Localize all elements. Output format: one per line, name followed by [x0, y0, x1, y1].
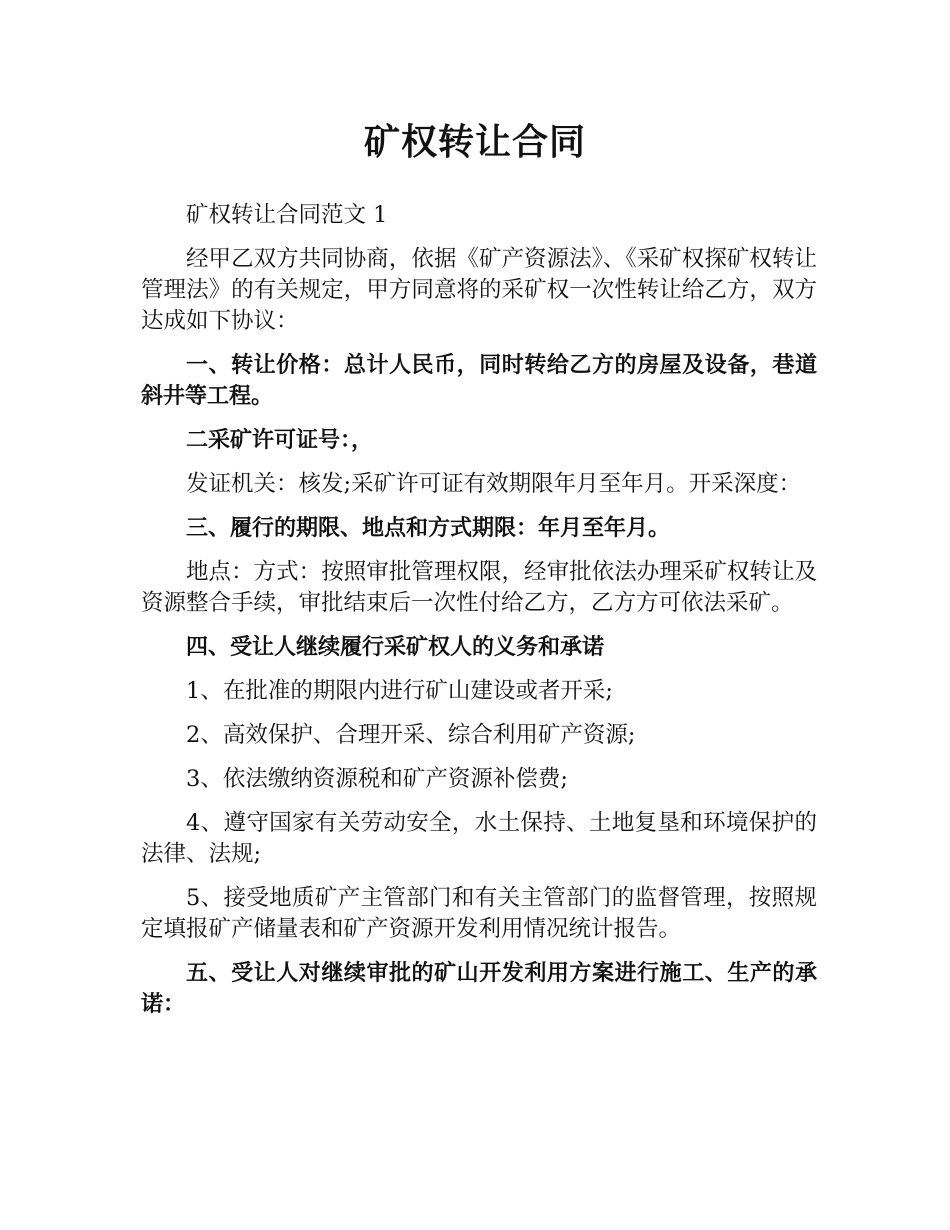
section-heading-license-number: 二采矿许可证号：， [186, 428, 374, 453]
list-item-obligation-4: 4、遵守国家有关劳动安全，水土保持、土地复垦和环境保护的法律、法规; [141, 810, 817, 867]
document-body [141, 200, 817, 1033]
section-heading-term: 三、履行的期限、地点和方式期限：年月至年月。 [186, 516, 671, 541]
paragraph-license-authority: 发证机关：核发;采矿许可证有效期限年月至年月。开采深度： [186, 471, 802, 497]
document-title: 矿权转让合同 [363, 122, 586, 163]
paragraph-location-method: 地点：方式：按照审批管理权限，经审批依法办理采矿权转让及资源整合手续，审批结束后一次性付给乙方，乙方方可依法采矿。 [141, 559, 817, 616]
section-heading-price: 一、转让价格：总计人民币，同时转给乙方的房屋及设备，巷道斜井等工程。 [141, 353, 817, 409]
list-item-obligation-5: 5、接受地质矿产主管部门和有关主管部门的监督管理，按照规定填报矿产储量表和矿产资源开发利用情况统计报告。 [141, 885, 817, 942]
section-heading-obligations: 四、受让人继续履行采矿权人的义务和承诺 [186, 635, 605, 660]
list-item-obligation-2: 2、高效保护、合理开采、综合利用矿产资源; [186, 722, 636, 748]
paragraph-sample-heading: 矿权转让合同范文 1 [186, 202, 388, 228]
list-item-obligation-3: 3、依法缴纳资源税和矿产资源补偿费; [186, 766, 568, 792]
list-item-obligation-1: 1、在批准的期限内进行矿山建设或者开采; [186, 678, 613, 704]
section-heading-commitment: 五、受让人对继续审批的矿山开发利用方案进行施工、生产的承诺： [141, 961, 817, 1017]
paragraph-preamble: 经甲乙双方共同协商，依据《矿产资源法》、《采矿权探矿权转让管理法》的有关规定，甲方同意将的采矿权一次性转让给乙方，双方达成如下协议： [141, 246, 817, 334]
